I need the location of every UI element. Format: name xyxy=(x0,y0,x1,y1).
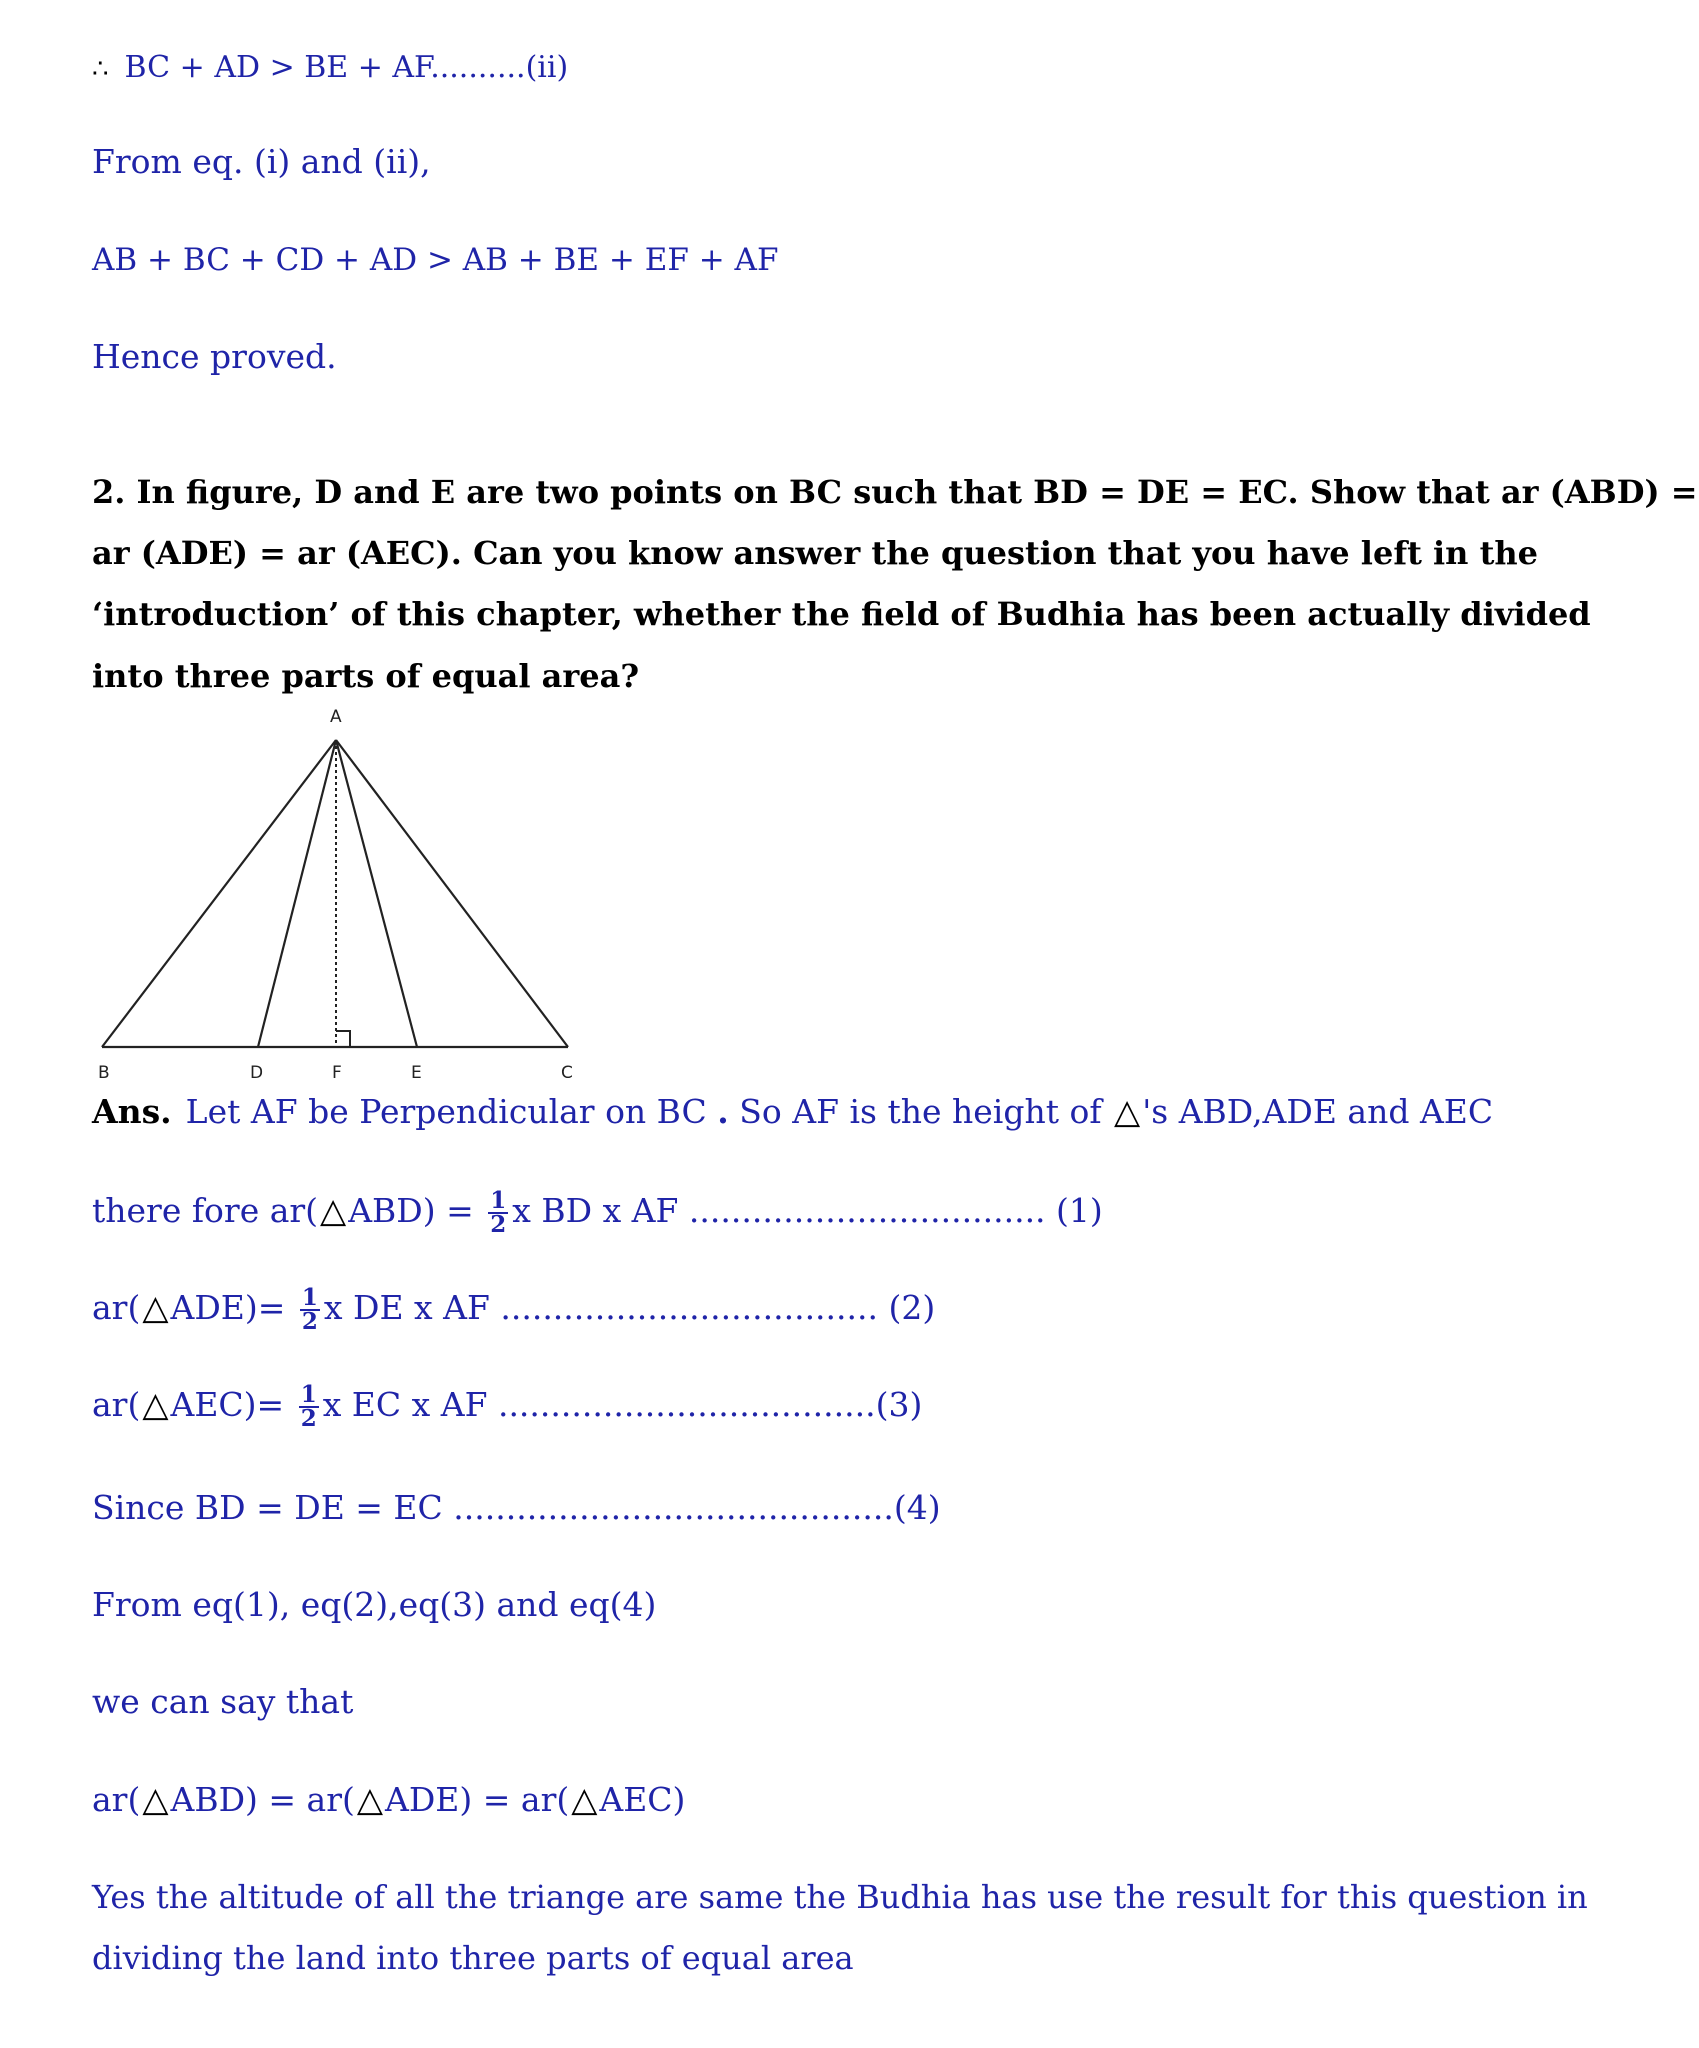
final-a: ar( xyxy=(92,1780,141,1819)
eq3-pre: ar( xyxy=(92,1385,141,1424)
label-b: B xyxy=(98,1063,110,1083)
question-line-1: 2. In figure, D and E are two points on BC such that BD = DE = EC. Show that ar (ABD) = xyxy=(92,473,1698,511)
label-f: F xyxy=(332,1063,342,1083)
right-angle-mark xyxy=(336,1031,350,1047)
from-eq-line: From eq. (i) and (ii), xyxy=(92,142,431,181)
side-ac xyxy=(336,740,568,1047)
eq1-post: x BD x AF .................................. (1) xyxy=(512,1191,1103,1230)
final-equality xyxy=(92,1780,685,1820)
therefore-symbol: ∴ xyxy=(92,54,107,84)
conclusion-line-1: Yes the altitude of all the triange are same the Budhia has use the result for this question in xyxy=(92,1878,1588,1916)
triangle-figure xyxy=(90,700,610,1090)
label-c: C xyxy=(561,1063,573,1083)
eq-ii-text: BC + AD > BE + AF..........(ii) xyxy=(124,50,569,85)
eq2-post: x DE x AF .................................... (2) xyxy=(323,1288,936,1327)
final-d: AEC) xyxy=(599,1780,686,1819)
triangle-icon: △ xyxy=(320,1191,347,1231)
side-ab xyxy=(102,740,336,1047)
equation-2 xyxy=(92,1284,936,1335)
eq2-pre: ar( xyxy=(92,1288,141,1327)
eq2-mid: ADE)= xyxy=(170,1288,286,1327)
equation-4: Since BD = DE = EC ..........................................(4) xyxy=(92,1488,941,1527)
equation-1 xyxy=(92,1187,1103,1238)
fraction-half: $\frac{1}{2}$ xyxy=(301,1284,318,1335)
eq1-pre: there fore ar( xyxy=(92,1191,319,1230)
segment-ad xyxy=(258,740,336,1047)
triangle-icon: △ xyxy=(142,1385,169,1425)
triangle-icon: △ xyxy=(356,1780,384,1820)
segment-ae xyxy=(336,740,417,1047)
answer-intro xyxy=(92,1092,1493,1132)
answer-intro-1: Let AF be Perpendicular on BC xyxy=(185,1092,707,1131)
question-line-3: ‘introduction’ of this chapter, whether the field of Budhia has been actually divided xyxy=(92,595,1591,633)
final-b: ABD) = ar( xyxy=(170,1780,355,1819)
label-a: A xyxy=(330,707,342,727)
triangle-icon: △ xyxy=(142,1780,169,1820)
answer-intro-dot: . xyxy=(717,1092,729,1131)
label-e: E xyxy=(411,1063,422,1083)
fraction-half: $\frac{1}{2}$ xyxy=(490,1187,507,1238)
conclusion-line-2: dividing the land into three parts of equal area xyxy=(92,1939,854,1977)
triangle-icon: △ xyxy=(1114,1092,1141,1132)
hence-proved: Hence proved. xyxy=(92,337,337,376)
label-d: D xyxy=(250,1063,264,1083)
eq-ii-line xyxy=(92,46,568,89)
triangle-icon: △ xyxy=(142,1288,169,1328)
from-eqs-line: From eq(1), eq(2),eq(3) and eq(4) xyxy=(92,1585,657,1624)
equation-3 xyxy=(92,1381,923,1432)
fraction-half: $\frac{1}{2}$ xyxy=(300,1381,317,1432)
we-can-say-line: we can say that xyxy=(92,1682,354,1721)
final-c: ADE) = ar( xyxy=(385,1780,570,1819)
eq3-post: x EC x AF ....................................(3) xyxy=(322,1385,923,1424)
question-line-4: into three parts of equal area? xyxy=(92,657,640,695)
eq3-mid: AEC)= xyxy=(170,1385,285,1424)
answer-intro-3: 's ABD,ADE and AEC xyxy=(1142,1092,1494,1131)
answer-intro-2: So AF is the height of xyxy=(739,1092,1102,1131)
ans-label: Ans. xyxy=(92,1092,172,1131)
eq1-mid: ABD) = xyxy=(348,1191,474,1230)
triangle-icon: △ xyxy=(571,1780,598,1820)
question-line-2: ar (ADE) = ar (AEC). Can you know answer the question that you have left in the xyxy=(92,534,1538,572)
inequality-line: AB + BC + CD + AD > AB + BE + EF + AF xyxy=(92,242,779,278)
